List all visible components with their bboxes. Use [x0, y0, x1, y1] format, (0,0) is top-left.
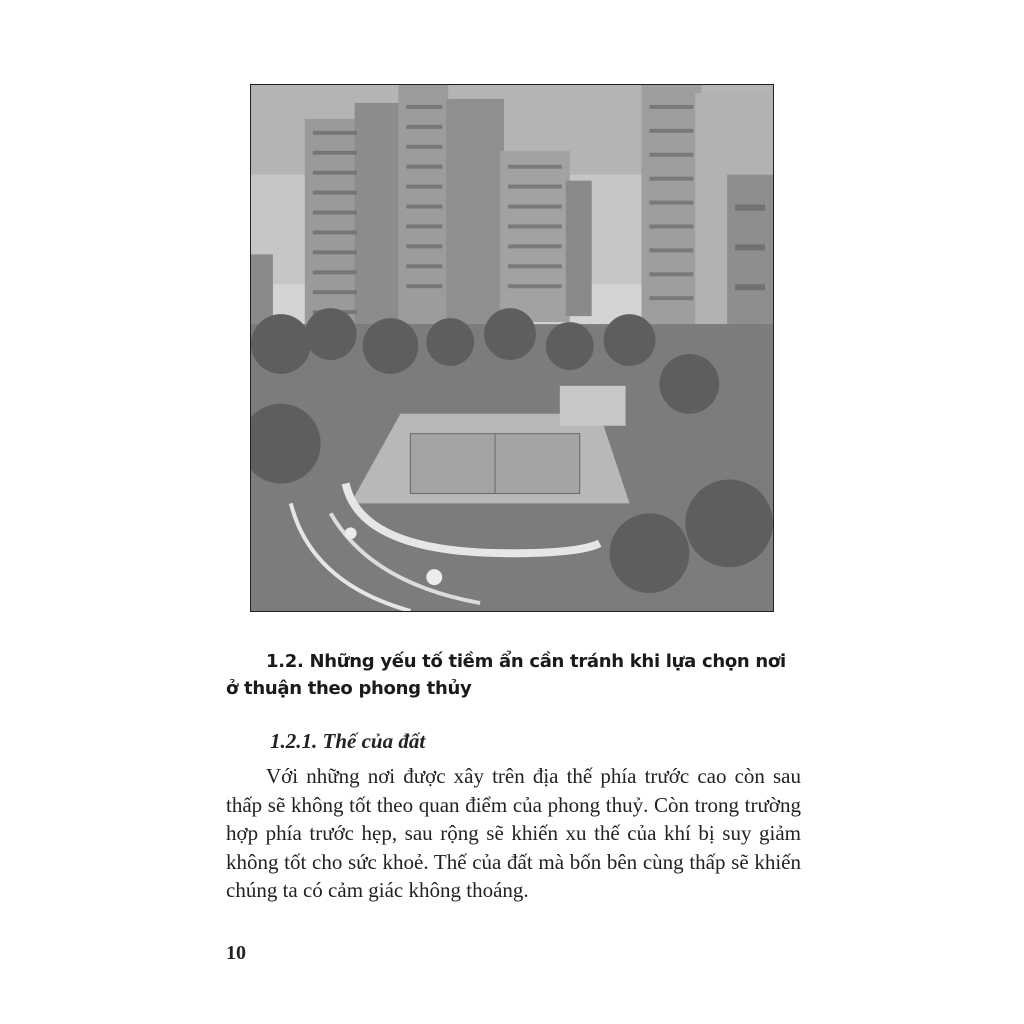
page-number: 10 [226, 942, 246, 964]
apartment-complex-illustration [251, 85, 773, 611]
body-paragraph: Với những nơi được xây trên địa thế phía trước cao còn sau thấp sẽ không tốt theo quan điểm của phong thuỷ. Còn trong trường hợp phía trước hẹp, sau rộng sẽ khiến xu thế của khí bị suy giảm không tốt cho sức khoẻ. Thế của đất mà bốn bên cùng thấp sẽ khiến chúng ta có cảm giác không thoáng. [226, 764, 801, 902]
subsection-heading: 1.2.1. Thế của đất [270, 729, 426, 753]
apartment-complex-photo [250, 84, 774, 612]
section-heading: 1.2. Những yếu tố tiềm ẩn cần tránh khi lựa chọn nơi ở thuận theo phong thủy [226, 651, 786, 699]
